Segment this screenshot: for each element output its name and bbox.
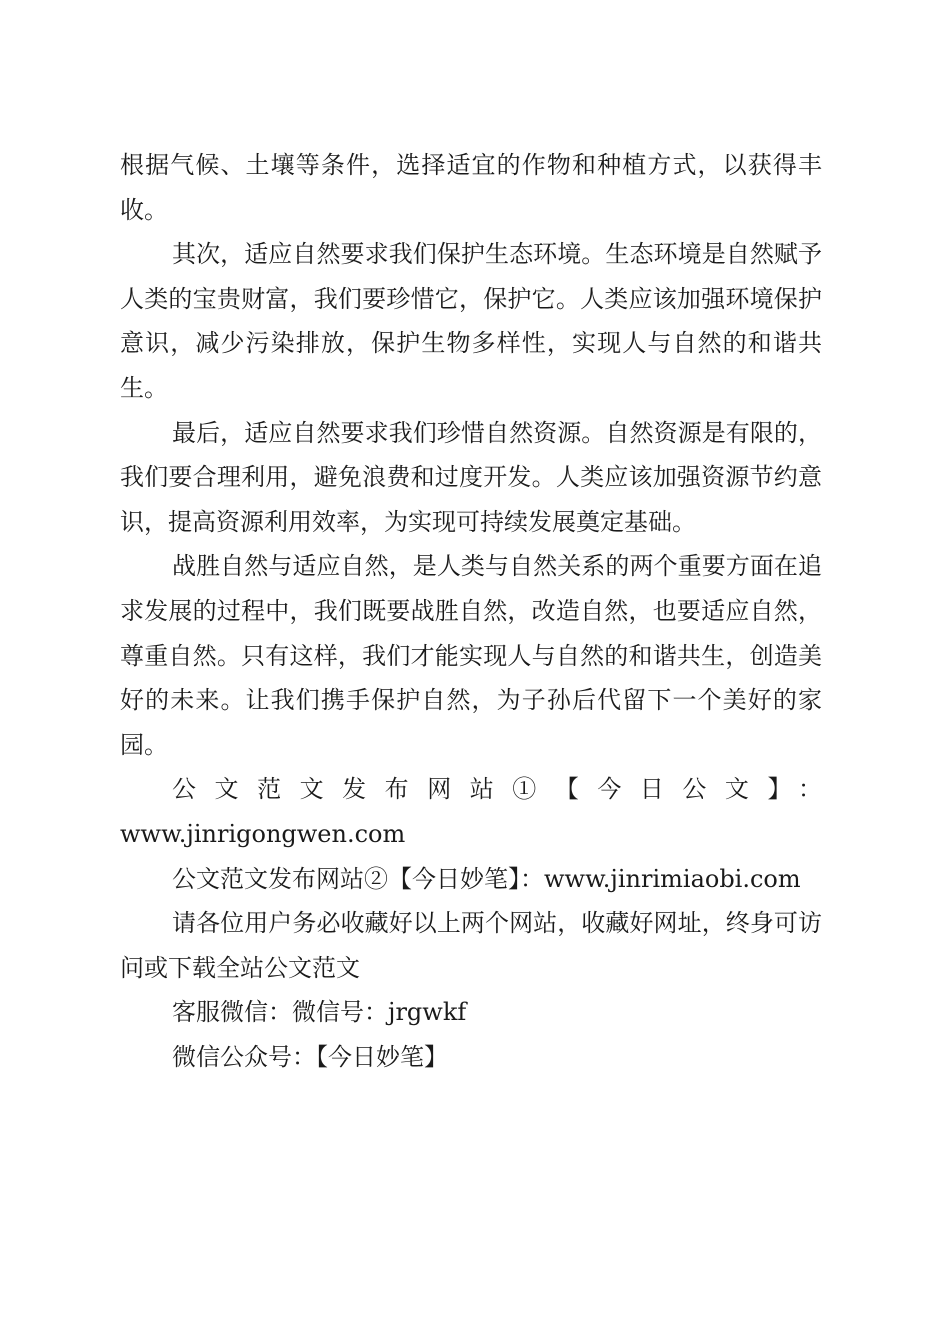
- site1-url[interactable]: www.jinrigongwen.com: [120, 819, 406, 848]
- wechat-service: 客服微信：微信号：jrgwkf: [172, 998, 467, 1027]
- bookmark-notice: 请各位用户务必收藏好以上两个网站，收藏好网址，终身可访问或下载全站公文范文: [120, 909, 822, 982]
- paragraph-protect-environment: 其次，适应自然要求我们保护生态环境。生态环境是自然赋予人类的宝贵财富，我们要珍惜它，保护它。人类应该加强环境保护意识，减少污染排放，保护生物多样性，实现人与自然的和谐共生。: [120, 240, 822, 402]
- wechat-official-account: 微信公众号：【今日妙笔】: [172, 1042, 448, 1071]
- site1-label: 公文范文发布网站①【今日公文】：: [172, 775, 822, 804]
- paragraph-conclusion: 战胜自然与适应自然，是人类与自然关系的两个重要方面在追求发展的过程中，我们既要战胜自然，改造自然，也要适应自然，尊重自然。只有这样，我们才能实现人与自然的和谐共生，创造美好的未来。让我们携手保护自然，为子孙后代留下一个美好的家园。: [120, 552, 822, 759]
- document-page: [120, 143, 822, 1079]
- site2-line[interactable]: 公文范文发布网站②【今日妙笔】：www.jinrimiaobi.com: [172, 864, 801, 893]
- paragraph-continued: 根据气候、土壤等条件，选择适宜的作物和种植方式，以获得丰收。: [120, 151, 822, 224]
- paragraph-cherish-resources: 最后，适应自然要求我们珍惜自然资源。自然资源是有限的，我们要合理利用，避免浪费和过度开发。人类应该加强资源节约意识，提高资源利用效率，为实现可持续发展奠定基础。: [120, 418, 822, 536]
